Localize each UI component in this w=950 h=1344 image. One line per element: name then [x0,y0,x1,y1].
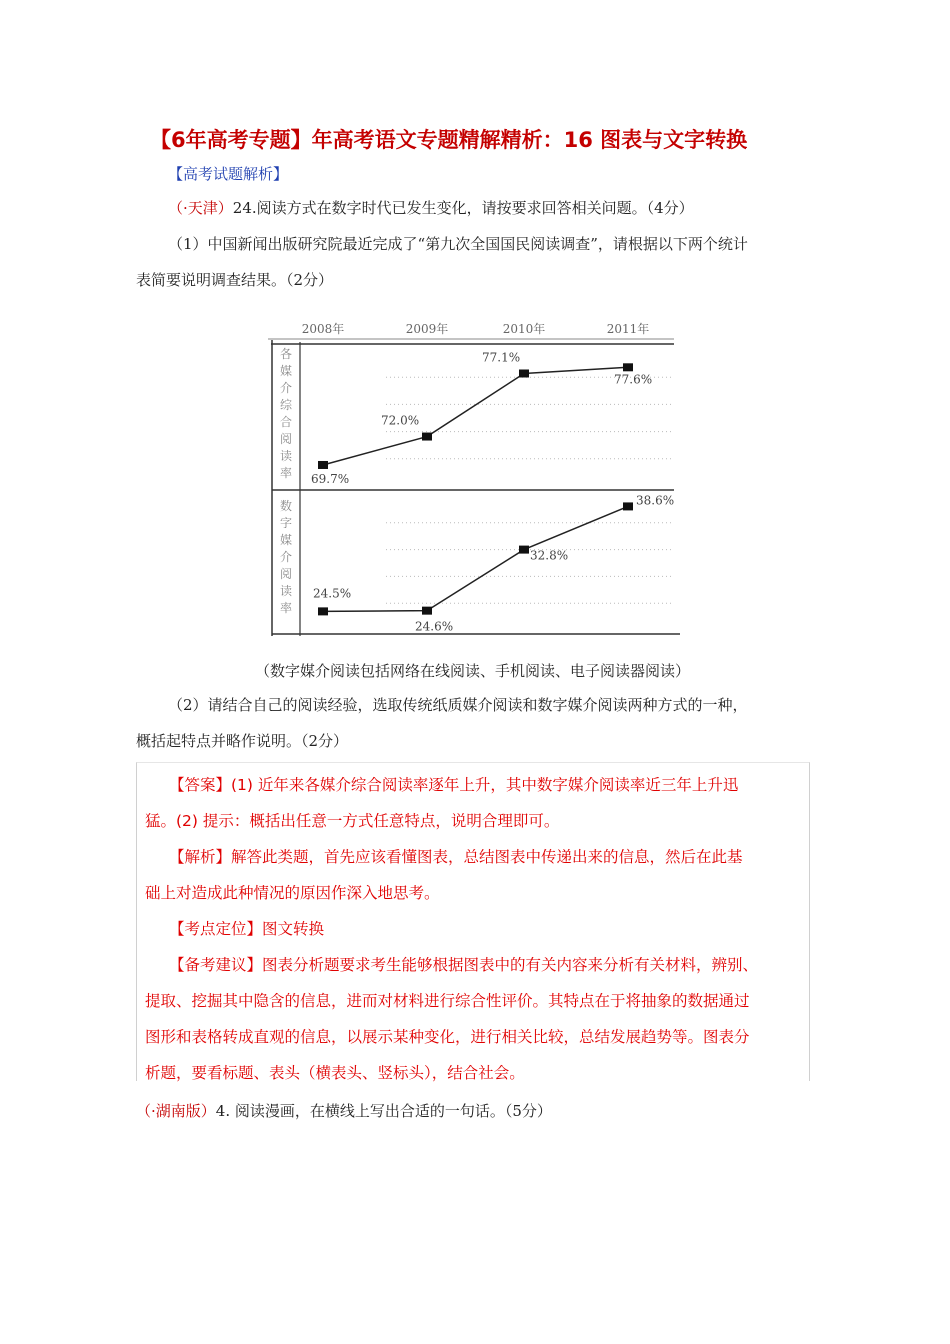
reading-rate-chart [266,314,680,646]
question-24-part1-line1: （1）中国新闻出版研究院最近完成了“第九次全国国民阅读调查”，请根据以下两个统计 [168,235,748,253]
data-label: 32.8% [530,548,569,563]
question-24-intro [168,198,694,218]
data-label: 72.0% [381,413,420,428]
question-24-part1-line2: 表简要说明调查结果。（2分） [136,271,334,289]
x-tick-label: 2008年 [301,322,345,336]
reading-rate-chart-svg [266,314,680,646]
data-point [318,461,328,469]
data-point [519,546,529,554]
series-vertical-label: 媒 [279,364,293,378]
series-vertical-label: 各 [279,347,293,361]
question-4-text: 4. 阅读漫画，在横线上写出合适的一句话。（5分） [215,1102,552,1120]
data-point [318,607,328,615]
answer-box [136,762,810,1081]
data-label: 77.6% [614,372,653,387]
series-vertical-label: 合 [279,415,293,429]
x-tick-label: 2010年 [502,322,546,336]
data-label: 69.7% [311,471,350,486]
topic-position: 【考点定位】图文转换 [169,920,325,938]
series-vertical-label: 率 [279,601,293,615]
series-vertical-label: 读 [279,584,293,598]
suggestion-line-1: 【备考建议】图表分析题要求考生能够根据图表中的有关内容来分析有关材料，辨别、 [169,956,759,974]
series-vertical-label: 阅 [279,432,293,446]
question-4-source: （·湖南版） [136,1102,216,1120]
data-point [623,363,633,371]
series-vertical-label: 读 [279,449,293,463]
series-vertical-label: 率 [279,466,293,480]
analysis-line-2: 础上对造成此种情况的原因作深入地思考。 [145,884,440,902]
chart-caption: （数字媒介阅读包括网络在线阅读、手机阅读、电子阅读器阅读） [255,662,691,680]
question-24-part2-line1: （2）请结合自己的阅读经验，选取传统纸质媒介阅读和数字媒介阅读两种方式的一种， [168,696,748,714]
question-4 [136,1100,552,1121]
data-point [422,607,432,615]
series-vertical-label: 介 [279,550,293,564]
question-text: 24.阅读方式在数字时代已发生变化，请按要求回答相关问题。（4分） [232,199,694,217]
data-point [519,369,529,377]
data-label: 77.1% [482,350,521,365]
analysis-line-1: 【解析】解答此类题，首先应该看懂图表，总结图表中传递出来的信息，然后在此基 [169,848,743,866]
series-vertical-label: 综 [279,398,293,412]
series-vertical-label: 阅 [279,567,293,581]
section-label: 【高考试题解析】 [168,165,289,183]
data-label: 24.6% [415,619,454,634]
question-source: （·天津） [168,199,233,217]
answer-line-1: 【答案】(1) 近年来各媒介综合阅读率逐年上升，其中数字媒介阅读率近三年上升迅 [169,776,739,794]
x-tick-label: 2009年 [405,322,449,336]
series-vertical-label: 数 [279,499,293,513]
suggestion-line-3: 图形和表格转成直观的信息，以展示某种变化，进行相关比较，总结发展趋势等。图表分 [145,1028,750,1046]
series-vertical-label: 字 [279,516,293,530]
question-24-part2-line2: 概括起特点并略作说明。（2分） [136,732,349,750]
suggestion-line-4: 析题，要看标题、表头（横表头、竖标头），结合社会。 [145,1064,525,1082]
page-title: 【6年高考专题】年高考语文专题精解精析：16 图表与文字转换 [150,128,748,152]
x-tick-label: 2011年 [606,322,650,336]
suggestion-line-2: 提取、挖掘其中隐含的信息，进而对材料进行综合性评价。其特点在于将抽象的数据通过 [145,992,750,1010]
data-label: 24.5% [313,586,352,601]
series-vertical-label: 介 [279,381,293,395]
answer-line-2: 猛。(2) 提示：概括出任意一方式任意特点，说明合理即可。 [145,812,560,830]
series-vertical-label: 媒 [279,533,293,547]
data-label: 38.6% [636,493,675,508]
data-point [422,433,432,441]
data-point [623,502,633,510]
